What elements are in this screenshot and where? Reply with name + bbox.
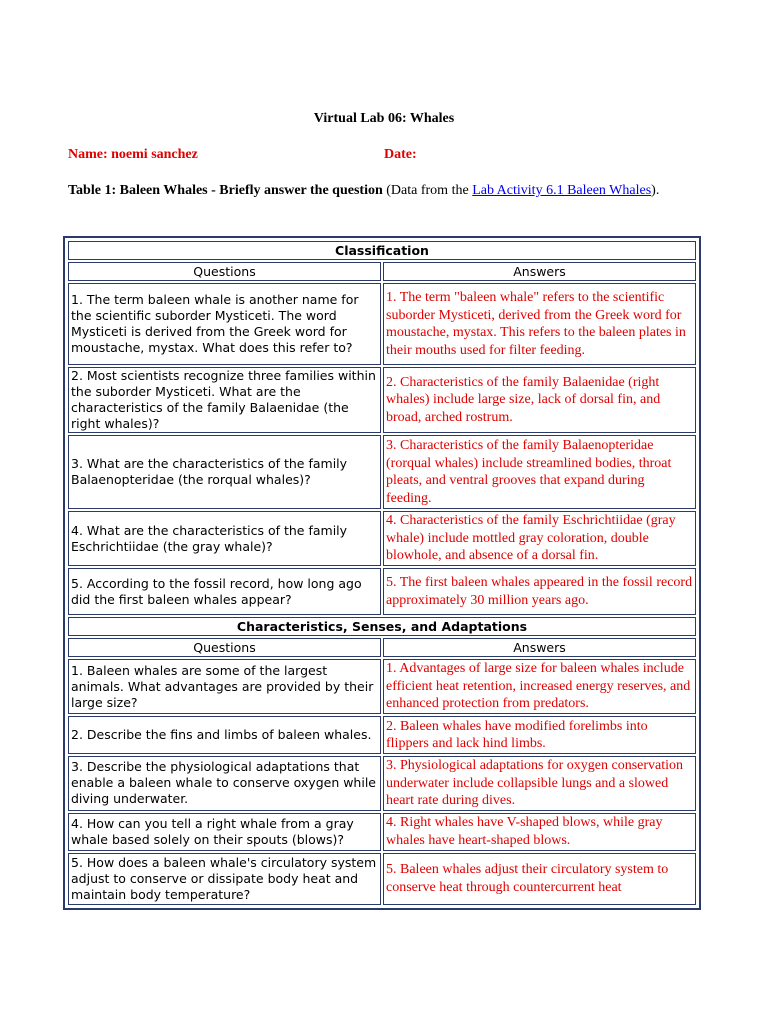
table-row (68, 853, 696, 905)
answer-cell: 3. Physiological adaptations for oxygen conservation underwater include collapsible lungs and a slowed heart rate during dives. (383, 756, 696, 811)
answer-cell: 1. Advantages of large size for baleen whales include efficient heat retention, increased energy reserves, and enhanced protection from predators. (383, 659, 696, 714)
caption-end: ). (651, 183, 660, 198)
question-cell: 3. Describe the physiological adaptations that enable a baleen whale to conserve oxygen while diving underwater. (68, 756, 381, 811)
column-header-questions: Questions (68, 262, 381, 281)
answer-cell: 2. Baleen whales have modified forelimbs into flippers and lack hind limbs. (383, 716, 696, 754)
table-row (68, 716, 696, 754)
question-cell: 4. What are the characteristics of the family Eschrichtiidae (the gray whale)? (68, 511, 381, 566)
table-row (68, 435, 696, 509)
question-cell: 2. Most scientists recognize three families within the suborder Mysticeti. What are the characteristics of the family Balaenidae (the right whales)? (68, 367, 381, 433)
table-row (68, 511, 696, 566)
column-header-answers: Answers (383, 638, 696, 657)
table-row (68, 568, 696, 615)
column-header-answers: Answers (383, 262, 696, 281)
caption-text: (Data from the (382, 183, 473, 198)
table-row (68, 813, 696, 851)
answer-cell: 2. Characteristics of the family Balaenidae (right whales) include large size, lack of dorsal fin, and broad, arched rostrum. (383, 367, 696, 433)
answer-cell: 3. Characteristics of the family Balaenopteridae (rorqual whales) include streamlined bodies, throat pleats, and ventral grooves that expand during feeding. (383, 435, 696, 509)
column-header-questions: Questions (68, 638, 381, 657)
answer-cell: 5. The first baleen whales appeared in the fossil record approximately 30 million years ago. (383, 568, 696, 615)
section-header-adaptations: Characteristics, Senses, and Adaptations (68, 617, 696, 636)
answer-cell: 4. Right whales have V-shaped blows, while gray whales have heart-shaped blows. (383, 813, 696, 851)
table-row (68, 756, 696, 811)
question-cell: 3. What are the characteristics of the family Balaenopteridae (the rorqual whales)? (68, 435, 381, 509)
question-cell: 5. According to the fossil record, how long ago did the first baleen whales appear? (68, 568, 381, 615)
question-cell: 5. How does a baleen whale's circulatory system adjust to conserve or dissipate body heat and maintain body temperature? (68, 853, 381, 905)
section-header-classification: Classification (68, 241, 696, 260)
page-title: Virtual Lab 06: Whales (313, 111, 455, 126)
table-row (68, 659, 696, 714)
table-row (68, 283, 696, 365)
baleen-whales-table (63, 236, 701, 910)
table-row (68, 367, 696, 433)
question-cell: 1. Baleen whales are some of the largest animals. What advantages are provided by their large size? (68, 659, 381, 714)
question-cell: 2. Describe the fins and limbs of baleen whales. (68, 716, 381, 754)
answer-cell: 5. Baleen whales adjust their circulatory system to conserve heat through countercurrent heat (383, 853, 696, 905)
lab-activity-link[interactable]: Lab Activity 6.1 Baleen Whales (472, 183, 652, 198)
table-caption (68, 182, 668, 200)
question-cell: 4. How can you tell a right whale from a gray whale based solely on their spouts (blows)? (68, 813, 381, 851)
answer-cell: 4. Characteristics of the family Eschrichtiidae (gray whale) include mottled gray coloration, double blowhole, and absence of a dorsal fin. (383, 511, 696, 566)
student-name: Name: noemi sanchez (68, 147, 198, 162)
answer-cell: 1. The term "baleen whale" refers to the scientific suborder Mysticeti, derived from the Greek word for moustache, mystax. This refers to the baleen plates in their mouths used for filter feeding. (383, 283, 696, 365)
question-cell: 1. The term baleen whale is another name for the scientific suborder Mysticeti. The word Mysticeti is derived from the Greek word for moustache, mystax. What does this refer to? (68, 283, 381, 365)
caption-bold: Table 1: Baleen Whales - Briefly answer the question (68, 183, 383, 198)
date-label: Date: (384, 147, 417, 162)
